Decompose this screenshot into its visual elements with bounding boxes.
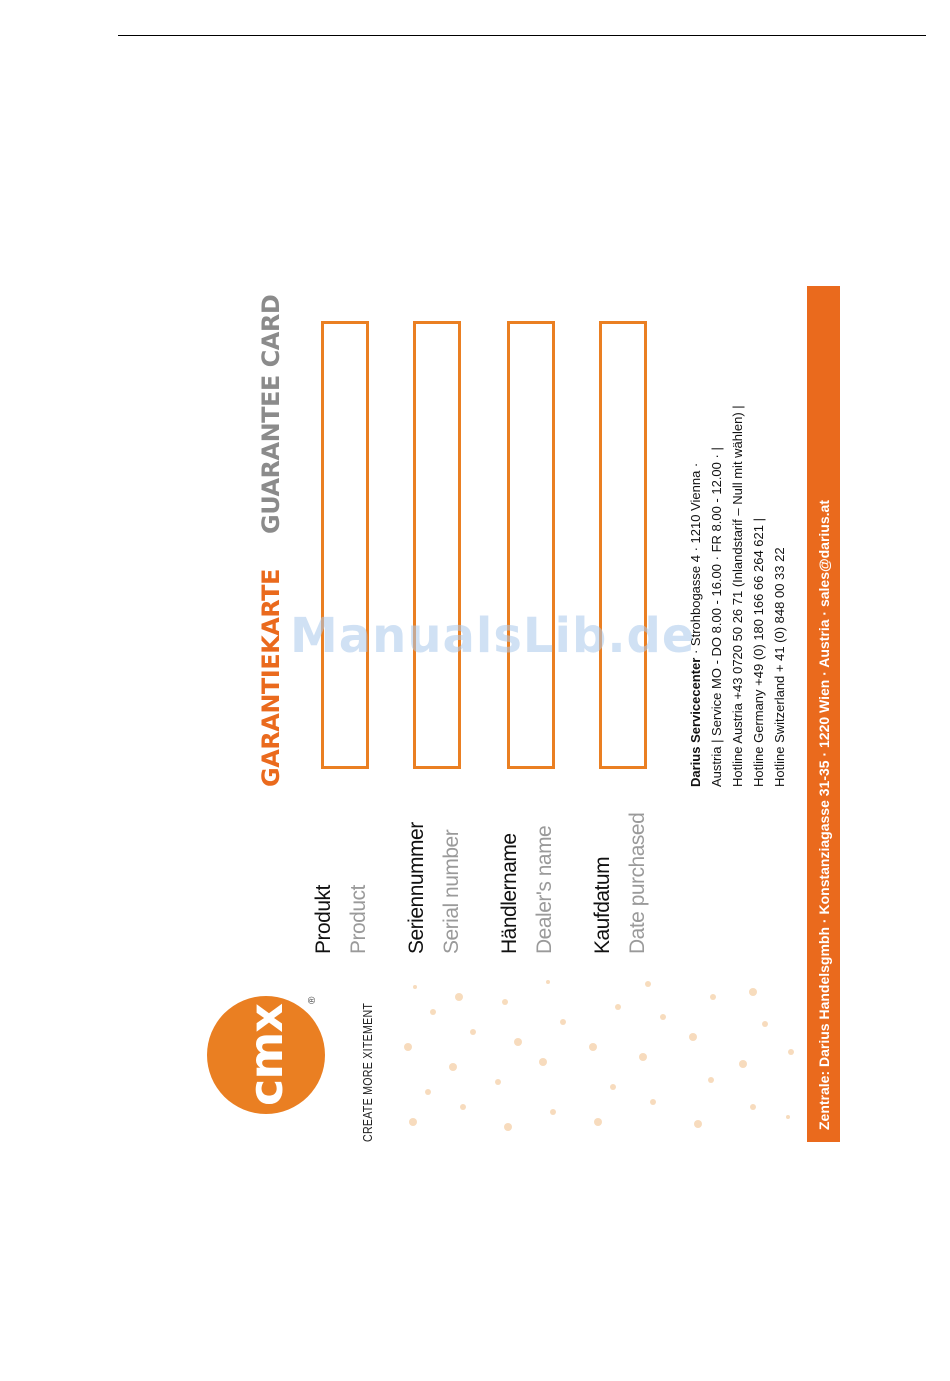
cmx-logo: cmx <box>207 996 325 1114</box>
service-hours: Austria | Service MO - DO 8.00 - 16.00 · FR 8.00 - 12.00 · | <box>709 447 724 787</box>
field-label-date-de: Kaufdatum <box>591 856 614 954</box>
field-label-product-en: Product <box>347 885 370 954</box>
registered-mark: ® <box>307 996 318 1004</box>
guarantee-card <box>195 274 845 1142</box>
field-label-dealer-de: Händlername <box>498 833 521 954</box>
service-info <box>685 317 790 787</box>
field-label-product-de: Produkt <box>312 885 335 954</box>
date-purchased-input[interactable] <box>599 321 647 769</box>
brand-tagline: CREATE MORE XITEMENT <box>360 1002 375 1142</box>
title-german: GARANTIEKARTE <box>257 569 285 787</box>
dealer-name-input[interactable] <box>507 321 555 769</box>
service-center-name: Darius Servicecenter <box>688 657 703 787</box>
field-label-serial-en: Serial number <box>440 829 463 954</box>
footer-text: Zentrale: Darius Handelsgmbh · Konstanziagasse 31-35 · 1220 Wien · Austria · sales@darius.at <box>815 500 832 1130</box>
watermark: ManualsLib.de <box>290 608 696 664</box>
field-label-serial-de: Seriennummer <box>405 822 428 954</box>
decorative-speckle-pattern <box>393 972 803 1142</box>
top-rule <box>118 35 926 36</box>
hotline-austria: Hotline Austria +43 0720 50 26 71 (Inlandstarif – Null mit wählen) | <box>730 405 745 787</box>
service-address: · Strohbogasse 4 · 1210 Vienna · <box>688 462 703 658</box>
title-english: GUARANTEE CARD <box>257 294 285 534</box>
product-input[interactable] <box>321 321 369 769</box>
serial-number-input[interactable] <box>413 321 461 769</box>
field-label-dealer-en: Dealer's name <box>533 825 556 954</box>
footer-bar <box>807 286 840 1142</box>
field-label-date-en: Date purchased <box>626 812 649 954</box>
hotline-germany: Hotline Germany +49 (0) 180 166 66 264 621 | <box>751 518 766 787</box>
hotline-switzerland: Hotline Switzerland + 41 (0) 848 00 33 22 <box>772 547 787 787</box>
